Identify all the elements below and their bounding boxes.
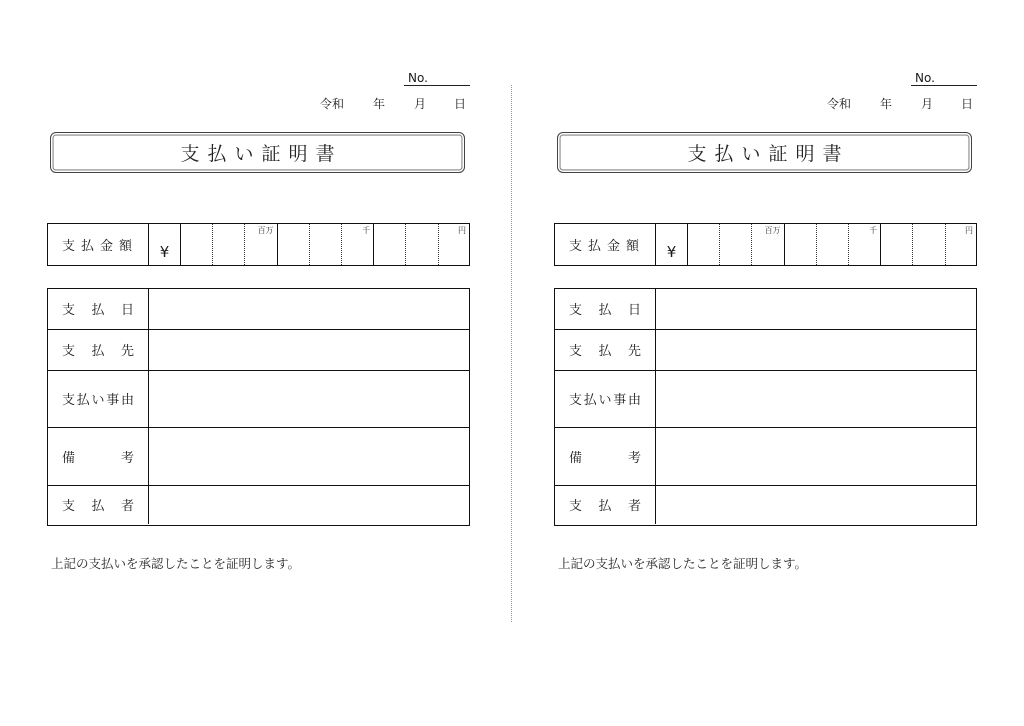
number-field[interactable]	[404, 70, 470, 86]
number-label: No.	[915, 71, 935, 85]
amount-digit-cell[interactable]	[245, 224, 277, 265]
payee-field[interactable]	[656, 330, 976, 370]
row-reason	[48, 371, 469, 429]
row-remarks	[48, 428, 469, 486]
unit-thousand: 千	[362, 226, 371, 235]
unit-yen: 円	[965, 226, 973, 235]
unit-thousand: 千	[869, 226, 878, 235]
number-label: No.	[408, 71, 428, 85]
label-payment-date: 支払日	[62, 303, 134, 319]
date-day: 日	[454, 97, 467, 111]
reason-field[interactable]	[149, 371, 469, 428]
number-field[interactable]	[911, 70, 977, 86]
amount-digit-cell[interactable]	[817, 224, 849, 265]
payee-field[interactable]	[149, 330, 469, 370]
amount-label: 支払金額	[555, 224, 656, 265]
label-payer: 支払者	[62, 499, 134, 514]
row-payment-date	[555, 289, 976, 330]
amount-table	[47, 223, 470, 266]
payment-date-field[interactable]	[149, 289, 469, 329]
unit-million: 百万	[764, 226, 781, 235]
amount-digit-cell[interactable]	[342, 224, 374, 265]
amount-digit-cell[interactable]	[720, 224, 752, 265]
details-table	[47, 288, 470, 526]
label-payee: 支払先	[62, 344, 134, 359]
row-remarks	[555, 428, 976, 486]
document-title: 支払い証明書	[180, 143, 343, 165]
certification-statement: 上記の支払いを承認したことを証明します。	[558, 556, 808, 571]
date-day: 日	[961, 97, 974, 111]
amount-digit-cell[interactable]	[406, 224, 438, 265]
certification-statement: 上記の支払いを承認したことを証明します。	[51, 556, 301, 571]
amount-digit-cell[interactable]	[374, 224, 406, 265]
date-year: 年	[373, 97, 386, 111]
title-box	[557, 132, 972, 173]
remarks-field[interactable]	[149, 428, 469, 485]
row-payer	[48, 486, 469, 524]
label-remarks: 備考	[62, 450, 134, 466]
payment-certificate-right	[507, 0, 977, 726]
amount-digit-cell[interactable]	[881, 224, 913, 265]
amount-table	[554, 223, 977, 266]
amount-digit-cell[interactable]	[752, 224, 784, 265]
amount-digit-cell[interactable]	[946, 224, 977, 265]
label-reason: 支払い事由	[62, 393, 134, 409]
label-remarks: 備考	[569, 450, 641, 466]
row-payer	[555, 486, 976, 524]
amount-digit-cell[interactable]	[913, 224, 945, 265]
row-payee	[555, 330, 976, 371]
payer-field[interactable]	[656, 486, 976, 524]
date-month: 月	[921, 97, 934, 111]
payer-field[interactable]	[149, 486, 469, 524]
amount-digit-cell[interactable]	[310, 224, 342, 265]
amount-digit-cell[interactable]	[213, 224, 245, 265]
row-payment-date	[48, 289, 469, 330]
unit-million: 百万	[257, 226, 274, 235]
row-payee	[48, 330, 469, 371]
title-box	[50, 132, 465, 173]
amount-digit-cell[interactable]	[181, 224, 213, 265]
yen-sign: ¥	[149, 224, 181, 265]
amount-digit-cell[interactable]	[688, 224, 720, 265]
payment-date-field[interactable]	[656, 289, 976, 329]
reason-field[interactable]	[656, 371, 976, 428]
date-month: 月	[414, 97, 427, 111]
document-title: 支払い証明書	[687, 143, 850, 165]
amount-digit-cell[interactable]	[849, 224, 881, 265]
date-era: 令和	[827, 97, 852, 111]
date-era: 令和	[320, 97, 345, 111]
amount-label: 支払金額	[48, 224, 149, 265]
label-payer: 支払者	[569, 499, 641, 514]
date-year: 年	[880, 97, 893, 111]
unit-yen: 円	[458, 226, 466, 235]
label-reason: 支払い事由	[569, 393, 641, 409]
amount-digit-cell[interactable]	[278, 224, 310, 265]
row-reason	[555, 371, 976, 429]
amount-digit-cell[interactable]	[785, 224, 817, 265]
label-payment-date: 支払日	[569, 303, 641, 319]
yen-sign: ¥	[656, 224, 688, 265]
amount-digit-cell[interactable]	[439, 224, 470, 265]
payment-certificate-left	[0, 0, 470, 726]
remarks-field[interactable]	[656, 428, 976, 485]
details-table	[554, 288, 977, 526]
label-payee: 支払先	[569, 344, 641, 359]
